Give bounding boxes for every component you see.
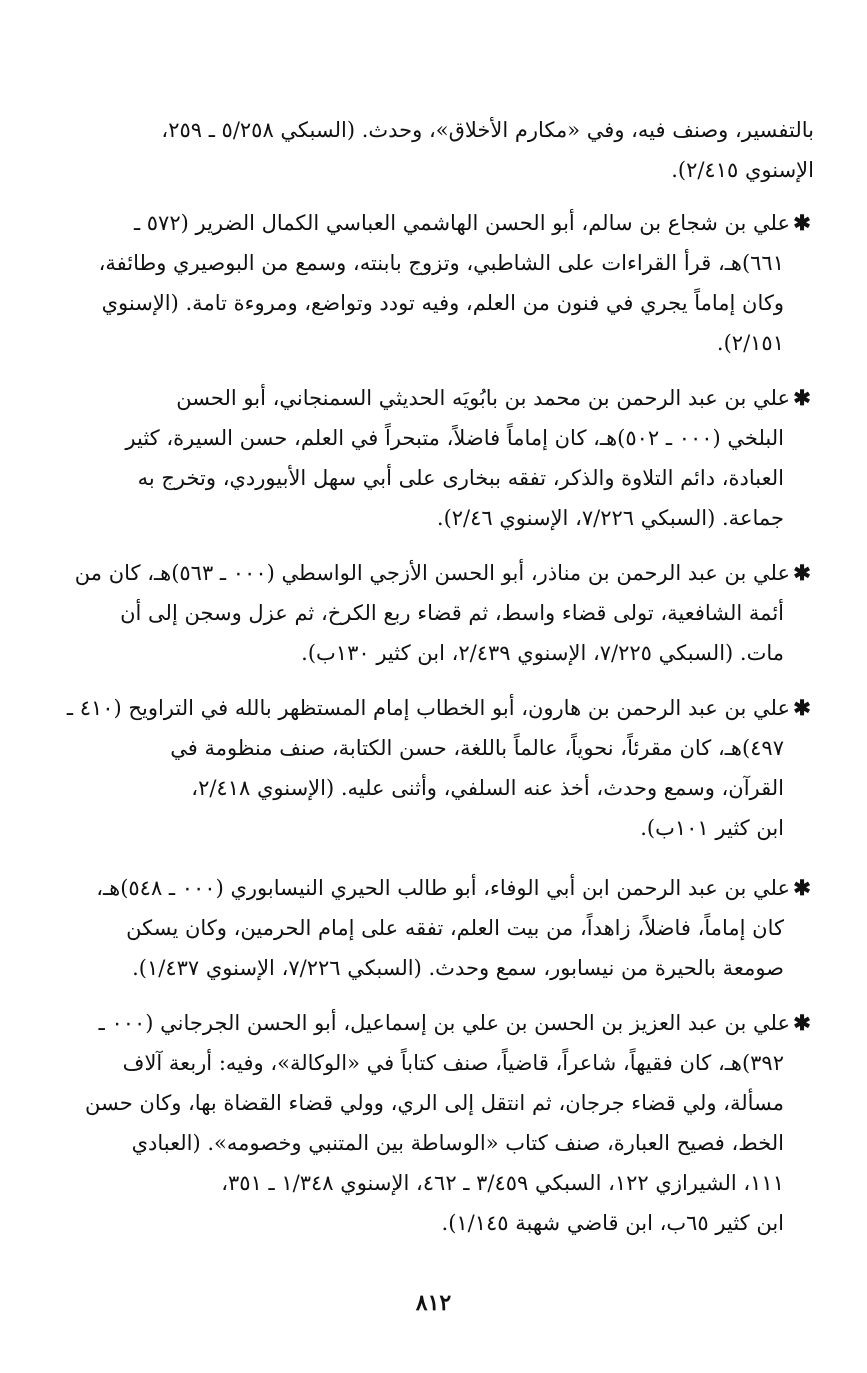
line-text: بالتفسير، وصنف فيه، وفي «مكارم الأخلاق»، وحدث. (السبكي ٥/٢٥٨ ـ ٢٥٩،: [161, 118, 814, 142]
line-text: القرآن، وسمع وحدث، أخذ عنه السلفي، وأثنى عليه. (الإسنوي ٢/٤١٨،: [191, 776, 784, 800]
line-text: أئمة الشافعية، تولى قضاء واسط، ثم قضاء ربع الكرخ، ثم عزل وسجن إلى أن: [120, 601, 784, 625]
asterisk-icon: ✱: [793, 210, 811, 235]
line-text: ٢/١٥١).: [716, 331, 784, 355]
text-line: [36, 1203, 814, 1243]
line-text: العبادة، دائم التلاوة والذكر، تفقه ببخارى على أبي سهل الأبيوردي، وتخرج به: [137, 466, 784, 490]
biography-entry: [36, 553, 814, 673]
text-line: [36, 768, 814, 808]
asterisk-icon: ✱: [793, 385, 811, 410]
biography-entry: [36, 378, 814, 538]
text-line: [36, 553, 814, 593]
line-text: صومعة بالحيرة من نيسابور، سمع وحدث. (السبكي ٧/٢٢٦، الإسنوي ١/٤٣٧).: [132, 956, 784, 980]
line-text: كان إماماً، فاضلاً، زاهداً، من بيت العلم، تفقه على إمام الحرمين، وكان يسكن: [126, 916, 784, 940]
text-line: [36, 688, 814, 728]
line-text: ابن كثير ٦٥ب، ابن قاضي شهبة ١/١٤٥).: [441, 1211, 784, 1235]
line-text: ١١١، الشيرازي ١٢٢، السبكي ٣/٤٥٩ ـ ٤٦٢، الإسنوي ١/٣٤٨ ـ ٣٥١،: [221, 1171, 784, 1195]
line-text: علي بن عبد الرحمن بن مناذر، أبو الحسن الأزجي الواسطي (٠٠٠ ـ ٥٦٣)هـ، كان من: [74, 561, 790, 585]
text-line: [36, 150, 814, 190]
text-line: [36, 498, 814, 538]
asterisk-icon: ✱: [793, 875, 811, 900]
biography-entry: [36, 868, 814, 988]
line-text: علي بن شجاع بن سالم، أبو الحسن الهاشمي العباسي الكمال الضرير (٥٧٢ ـ: [133, 211, 790, 235]
line-text: الإسنوي ٢/٤١٥).: [671, 158, 814, 182]
asterisk-icon: ✱: [793, 695, 811, 720]
text-line: [36, 203, 814, 243]
text-line: [36, 458, 814, 498]
line-text: جماعة. (السبكي ٧/٢٢٦، الإسنوي ٢/٤٦).: [436, 506, 784, 530]
line-text: ٦٦١)هـ، قرأ القراءات على الشاطبي، وتزوج بابنته، وسمع من البوصيري وطائفة،: [98, 251, 784, 275]
text-line: [36, 1083, 814, 1123]
line-text: ابن كثير ١٠١ب).: [640, 816, 784, 840]
line-text: علي بن عبد الرحمن بن محمد بن بابُويَه الحديثي السمنجاني، أبو الحسن: [176, 386, 790, 410]
text-line: [36, 418, 814, 458]
text-line: [36, 868, 814, 908]
line-text: الخط، فصيح العبارة، صنف كتاب «الوساطة بين المتنبي وخصومه». (العبادي: [131, 1131, 784, 1155]
text-line: [36, 323, 814, 363]
asterisk-icon: ✱: [793, 560, 811, 585]
text-line: [36, 728, 814, 768]
page-number: ٨١٢: [415, 1290, 452, 1316]
text-line: [36, 1123, 814, 1163]
text-line: [36, 378, 814, 418]
biography-entry: [36, 1003, 814, 1243]
line-text: وكان إماماً يجري في فنون من العلم، وفيه تودد وتواضع، ومروءة تامة. (الإسنوي: [101, 291, 784, 315]
biography-entry: [36, 203, 814, 363]
text-line: [36, 593, 814, 633]
asterisk-icon: ✱: [793, 1010, 811, 1035]
line-text: علي بن عبد العزيز بن الحسن بن علي بن إسماعيل، أبو الحسن الجرجاني (٠٠٠ ـ: [98, 1011, 790, 1035]
biography-entry: [36, 688, 814, 848]
line-text: ٣٩٢)هـ، كان فقيهاً، شاعراً، قاضياً، صنف كتاباً في «الوكالة»، وفيه: أربعة آلاف: [122, 1051, 784, 1075]
line-text: علي بن عبد الرحمن بن هارون، أبو الخطاب إمام المستظهر بالله في التراويح (٤١٠ ـ: [66, 696, 790, 720]
line-text: مسألة، ولي قضاء جرجان، ثم انتقل إلى الري، وولي قضاء القضاة بها، وكان حسن: [85, 1091, 784, 1115]
text-line: [36, 633, 814, 673]
text-line: [36, 808, 814, 848]
text-line: [36, 1043, 814, 1083]
text-line: [36, 948, 814, 988]
line-text: البلخي (٠٠٠ ـ ٥٠٢)هـ، كان إماماً فاضلاً، متبحراً في العلم، حسن السيرة، كثير: [125, 426, 784, 450]
line-text: مات. (السبكي ٧/٢٢٥، الإسنوي ٢/٤٣٩، ابن كثير ١٣٠ب).: [301, 641, 784, 665]
line-text: علي بن عبد الرحمن ابن أبي الوفاء، أبو طالب الحيري النيسابوري (٠٠٠ ـ ٥٤٨)هـ،: [96, 876, 790, 900]
continuation-paragraph: [36, 110, 814, 190]
text-line: [36, 1003, 814, 1043]
text-line: [36, 243, 814, 283]
text-line: [36, 110, 814, 150]
text-line: [36, 1163, 814, 1203]
text-line: [36, 908, 814, 948]
text-line: [36, 283, 814, 323]
line-text: ٤٩٧)هـ، كان مقرئاً، نحوياً، عالماً باللغة، حسن الكتابة، صنف منظومة في: [170, 736, 784, 760]
